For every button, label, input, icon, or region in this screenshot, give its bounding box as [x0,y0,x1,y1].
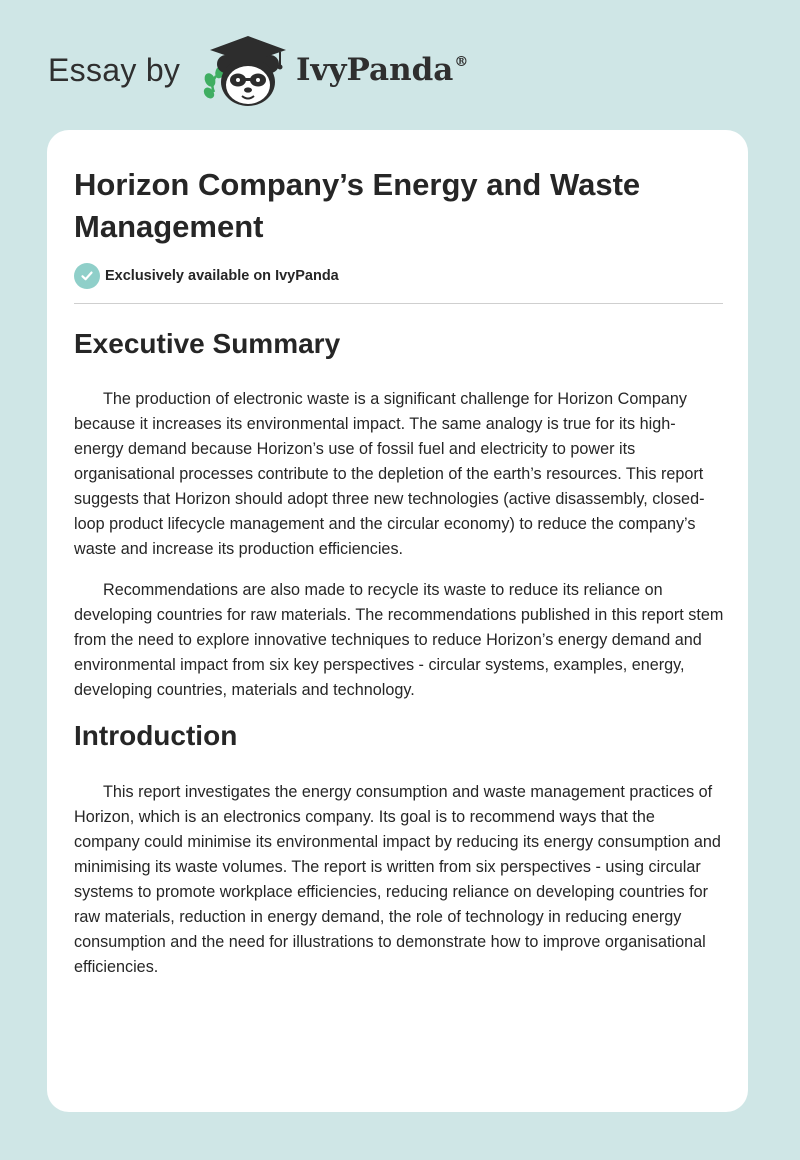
page-title: Horizon Company’s Energy and Waste Management [74,167,641,244]
badge-text: Exclusively available on IvyPanda [105,268,339,284]
essay-by-label: Essay by [48,52,181,88]
exclusive-badge [74,263,339,289]
registered-mark: ® [454,54,469,70]
site-header [48,30,508,110]
paragraph: This report investigates the energy consumption and waste management practices of Horizon, which is an electronics company. Its goal is to recommend ways that the company could minimise its environmental impact by reducing its energy consumption and minimising its waste volumes. The report is written from six perspectives - using circular systems to promote workplace efficiencies, reducing reliance on developing countries for raw materials, reduction in energy demand, the role of technology in reducing energy consumption and the need for illustrations to demonstrate how to improve organisational efficiencies. [74,783,721,976]
essay-card [47,130,748,1112]
paragraph: Recommendations are also made to recycle its waste to reduce its reliance on developing countries for raw materials. The recommendations published in this report stem from the need to explore innovative techniques to reduce Horizon’s energy demand and environmental impact from six key perspectives - circular systems, examples, energy, developing countries, materials and technology. [74,581,724,699]
brand-name: IvyPanda [296,52,454,88]
panda-graduate-icon[interactable] [200,30,296,110]
divider [74,303,723,304]
brand-logo-text[interactable] [296,52,468,88]
paragraph: The production of electronic waste is a significant challenge for Horizon Company because it increases its environmental impact. The same analogy is true for its high-energy demand because Horizon’s use of fossil fuel and electricity to power its organisational processes contribute to the depletion of the earth’s resources. This report suggests that Horizon should adopt three new technologies (active disassembly, closed-loop product lifecycle management and the circular economy) to reduce the company’s waste and increase its production efficiencies. [74,390,705,558]
essay-content [74,323,724,980]
check-icon [74,263,100,289]
section-heading-executive-summary: Executive Summary [74,328,341,359]
section-heading-introduction: Introduction [74,720,238,751]
